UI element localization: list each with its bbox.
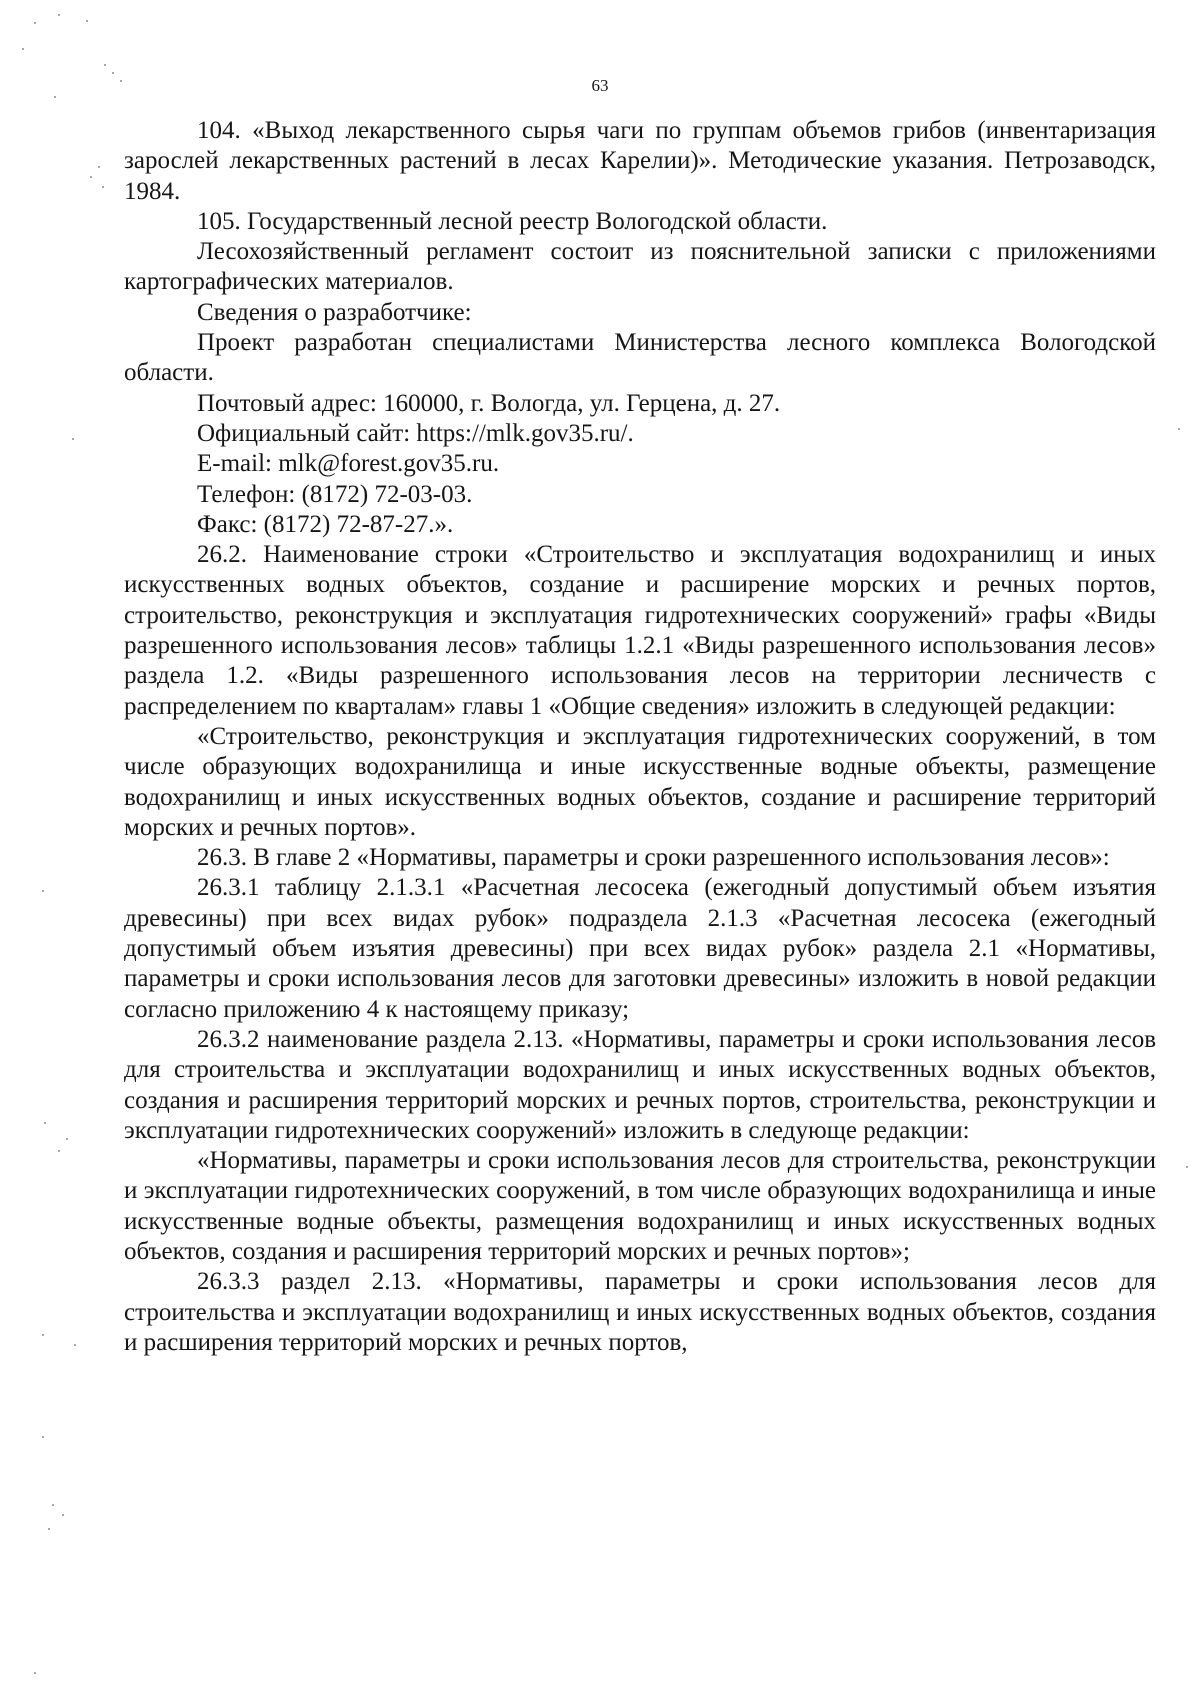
scan-speck (42, 1436, 44, 1438)
paragraph-26-3-1: 26.3.1 таблицу 2.1.3.1 «Расчетная лесосека (ежегодный допустимый объем изъятия древесины) при всех видах рубок» подраздела 2.1.3 «Расчетная лесосека (ежегодный допустимый объем изъятия древесины) при всех видах рубок» раздела 2.1 «Нормативы, параметры и сроки использования лесов для заготовки древесины» изложить в новой редакции согласно приложению 4 к настоящему приказу; (124, 874, 1156, 1023)
scan-speck (86, 20, 88, 22)
paragraph-developer-heading: Сведения о разработчике: (197, 298, 472, 326)
scan-speck (66, 1138, 68, 1140)
scan-speck (112, 72, 114, 74)
scan-speck (54, 96, 56, 98)
scan-speck (1186, 1166, 1188, 1168)
page-number: 63 (591, 76, 609, 95)
scan-speck (42, 1334, 44, 1336)
scan-speck (48, 1528, 50, 1530)
scan-speck (58, 14, 60, 16)
scan-speck (34, 1672, 36, 1674)
paragraph-26-3-3: 26.3.3 раздел 2.13. «Нормативы, параметры и сроки использования лесов для строительства и эксплуатации водохранилищ и иных искусственных водных объектов, создания и расширения территорий морских и речных портов, (124, 1268, 1156, 1356)
scan-speck (58, 1150, 60, 1152)
scan-speck (72, 438, 74, 440)
paragraph-26-3-2-new-wording: «Нормативы, параметры и сроки использования лесов для строительства, реконструкции и эксплуатации гидротехнических сооружений, в том числе образующих водохранилища и иные искусственные водные объекты, размещения водохранилищ и иных искусственных водных объектов, создания и расширения территорий морских и речных портов»; (124, 1147, 1156, 1265)
scan-speck (90, 176, 92, 178)
scan-speck (62, 1514, 64, 1516)
scan-speck (52, 1504, 54, 1506)
paragraph-104: 104. «Выход лекарственного сырья чаги по группам объемов грибов (инвентаризация зарослей лекарственных растений в лесах Карелии)». Методические указания. Петрозаводск, 1984. (124, 117, 1156, 205)
scan-speck (74, 1344, 76, 1346)
paragraph-postal-address: Почтовый адрес: 160000, г. Вологда, ул. Герцена, д. 27. (197, 389, 781, 417)
paragraph-26-3-2: 26.3.2 наименование раздела 2.13. «Нормативы, параметры и сроки использования лесов для строительства и эксплуатации водохранилищ и иных искусственных водных объектов, создания и расширения территорий морских и речных портов, строительства, реконструкции и эксплуатации гидротехнических сооружений» изложить в следующе редакции: (124, 1025, 1156, 1144)
scan-speck (34, 22, 36, 24)
scan-speck (98, 166, 100, 168)
scan-speck (102, 186, 104, 188)
scan-speck (120, 80, 122, 82)
paragraph-phone: Телефон: (8172) 72-03-03. (197, 480, 473, 508)
scan-speck (104, 64, 106, 66)
paragraph-26-2-new-wording: «Строительство, реконструкция и эксплуатация гидротехнических сооружений, в том числе образующих водохранилища и иные искусственные водные объекты, размещение водохранилищ и иных искусственных водных объектов, создание и расширение территорий морских и речных портов». (124, 722, 1156, 841)
paragraph-regulation-composition: Лесохозяйственный регламент состоит из пояснительной записки с приложениями картографических материалов. (124, 238, 1156, 296)
paragraph-fax: Факс: (8172) 72-87-27.». (197, 510, 454, 538)
paragraph-26-2: 26.2. Наименование строки «Строительство и эксплуатация водохранилищ и иных искусственных водных объектов, создание и расширение морских и речных портов, строительство, реконструкция и эксплуатация гидротехнических сооружений» графы «Виды разрешенного использования лесов» таблицы 1.2.1 «Виды разрешенного использования лесов» раздела 1.2. «Виды разрешенного использования лесов на территории лесничеств с распределением по кварталам» главы 1 «Общие сведения» изложить в следующей редакции: (124, 541, 1156, 720)
document-body (124, 116, 1156, 1358)
paragraph-105: 105. Государственный лесной реестр Вологодской области. (197, 207, 828, 235)
scan-speck (44, 1122, 46, 1124)
paragraph-developer: Проект разработан специалистами Министерства лесного комплекса Вологодской области. (124, 329, 1156, 387)
scan-speck (1178, 428, 1180, 430)
scan-speck (22, 48, 24, 50)
paragraph-email: E-mail: mlk@forest.gov35.ru. (197, 450, 500, 478)
scan-speck (42, 890, 44, 892)
paragraph-26-3: 26.3. В главе 2 «Нормативы, параметры и сроки разрешенного использования лесов»: (197, 844, 1110, 872)
paragraph-website: Официальный сайт: https://mlk.gov35.ru/. (197, 419, 634, 447)
